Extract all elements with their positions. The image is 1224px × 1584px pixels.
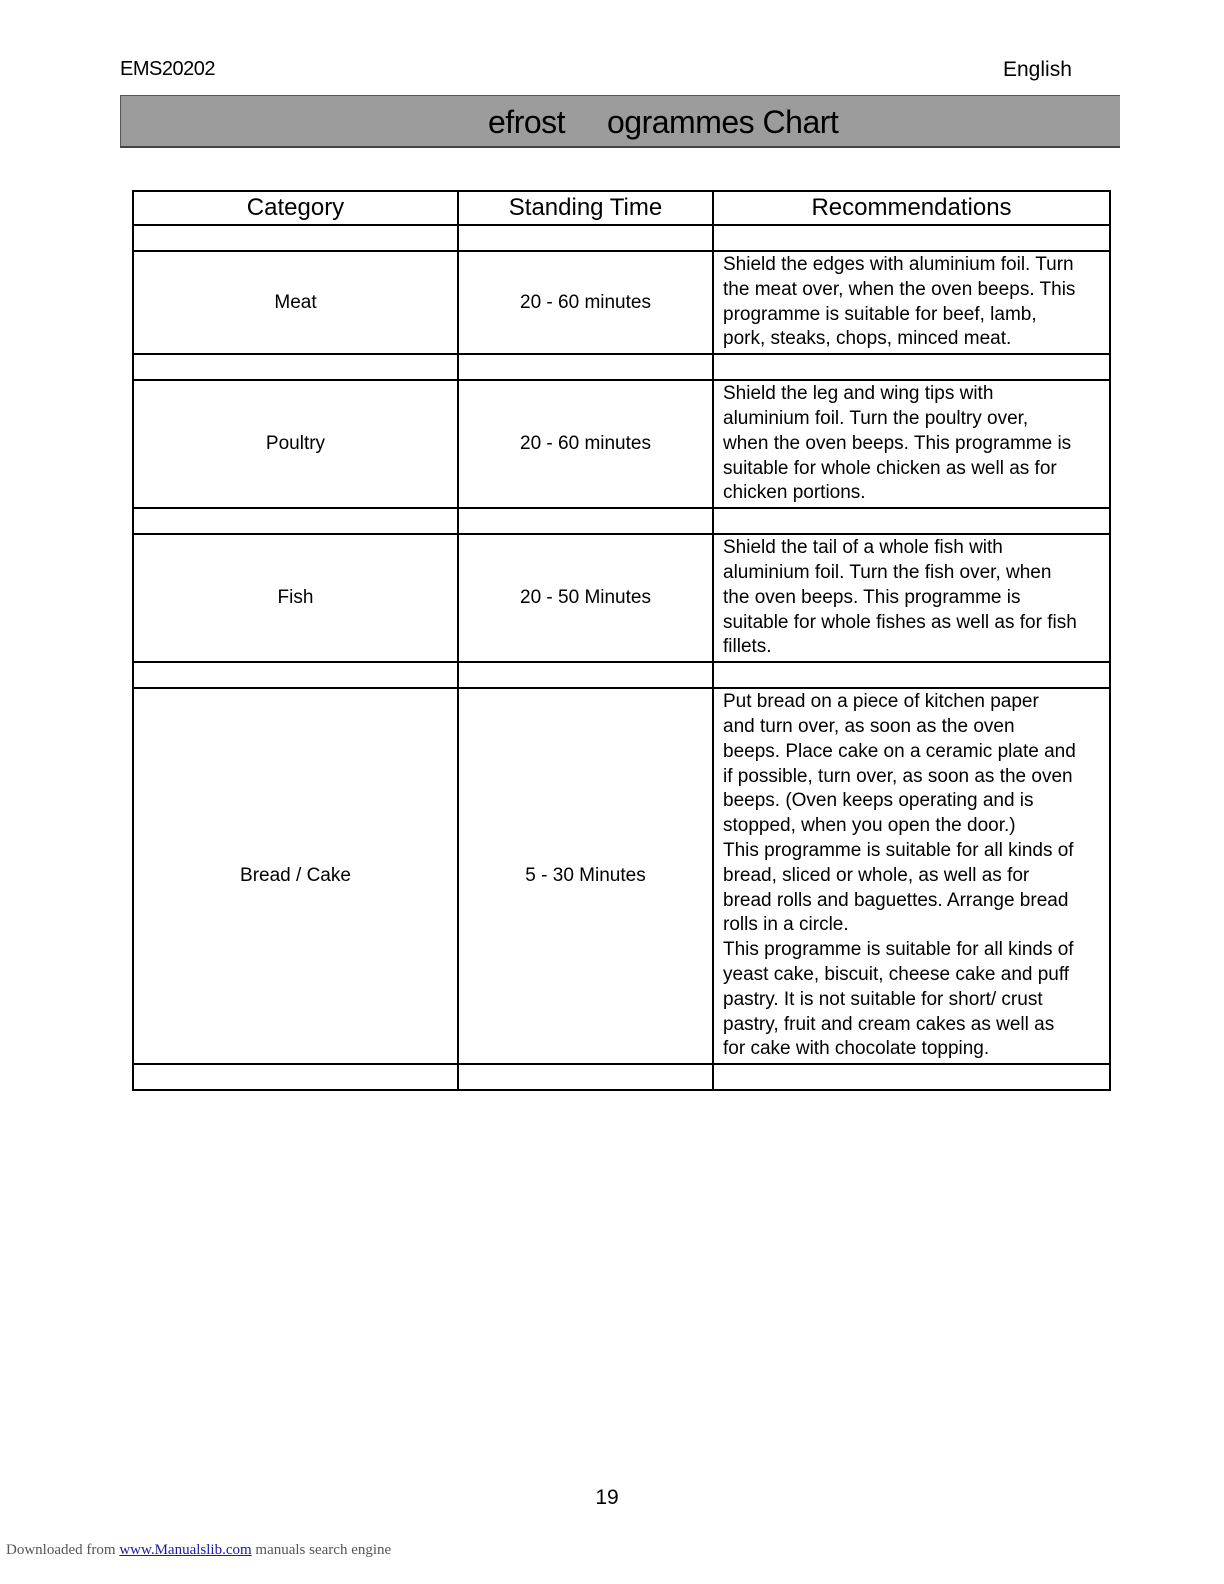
column-header-category: Category bbox=[133, 191, 458, 225]
footer-suffix: manuals search engine bbox=[251, 1542, 392, 1558]
manualslib-link[interactable]: www.Manualslib.com bbox=[119, 1542, 252, 1558]
standing-time-cell: 20 - 60 minutes bbox=[458, 251, 713, 354]
page-number: 19 bbox=[595, 1486, 619, 1509]
standing-time-cell: 5 - 30 Minutes bbox=[458, 688, 713, 1064]
recommendation-cell: Shield the leg and wing tips with aluminium foil. Turn the poultry over, when the oven beeps. This programme is suitable for whole chicken as well as for chicken portions. bbox=[713, 380, 1110, 508]
table-header-row bbox=[133, 191, 1110, 225]
column-header-standing-time: Standing Time bbox=[458, 191, 713, 225]
spacer-row bbox=[133, 662, 1110, 688]
category-cell: Meat bbox=[133, 251, 458, 354]
recommendation-cell: Shield the edges with aluminium foil. Turn the meat over, when the oven beeps. This programme is suitable for beef, lamb, pork, steaks, chops, minced meat. bbox=[713, 251, 1110, 354]
defrost-programmes-table bbox=[132, 190, 1111, 1091]
download-footer bbox=[6, 1542, 391, 1559]
category-cell: Bread / Cake bbox=[133, 688, 458, 1064]
recommendation-cell: Put bread on a piece of kitchen paper and turn over, as soon as the oven beeps. Place cake on a ceramic plate and if possible, turn over, as soon as the oven beeps. (Oven keeps operating and is stopped, when you open the door.) This programme is suitable for all kinds of bread, sliced or whole, as well as for bread rolls and baguettes. Arrange bread rolls in a circle. This programme is suitable for all kinds of yeast cake, biscuit, cheese cake and puff pastry. It is not suitable for short/ crust pastry, fruit and cream cakes as well as for cake with chocolate topping. bbox=[713, 688, 1110, 1064]
recommendation-cell: Shield the tail of a whole fish with aluminium foil. Turn the fish over, when the oven beeps. This programme is suitable for whole fishes as well as for fish fillets. bbox=[713, 534, 1110, 662]
standing-time-cell: 20 - 60 minutes bbox=[458, 380, 713, 508]
footer-prefix: Downloaded from bbox=[6, 1542, 120, 1558]
category-cell: Fish bbox=[133, 534, 458, 662]
table-row-fish bbox=[133, 534, 1110, 662]
page-title: efrost ogrammes Chart bbox=[488, 104, 839, 140]
spacer-row bbox=[133, 1064, 1110, 1090]
model-number: EMS20202 bbox=[120, 58, 215, 80]
standing-time-cell: 20 - 50 Minutes bbox=[458, 534, 713, 662]
table-row-meat bbox=[133, 251, 1110, 354]
category-cell: Poultry bbox=[133, 380, 458, 508]
spacer-row bbox=[133, 225, 1110, 251]
language-label: English bbox=[1003, 58, 1072, 81]
spacer-row bbox=[133, 354, 1110, 380]
table-row-poultry bbox=[133, 380, 1110, 508]
spacer-row bbox=[133, 508, 1110, 534]
column-header-recommendations: Recommendations bbox=[713, 191, 1110, 225]
table-row-bread-cake bbox=[133, 688, 1110, 1064]
